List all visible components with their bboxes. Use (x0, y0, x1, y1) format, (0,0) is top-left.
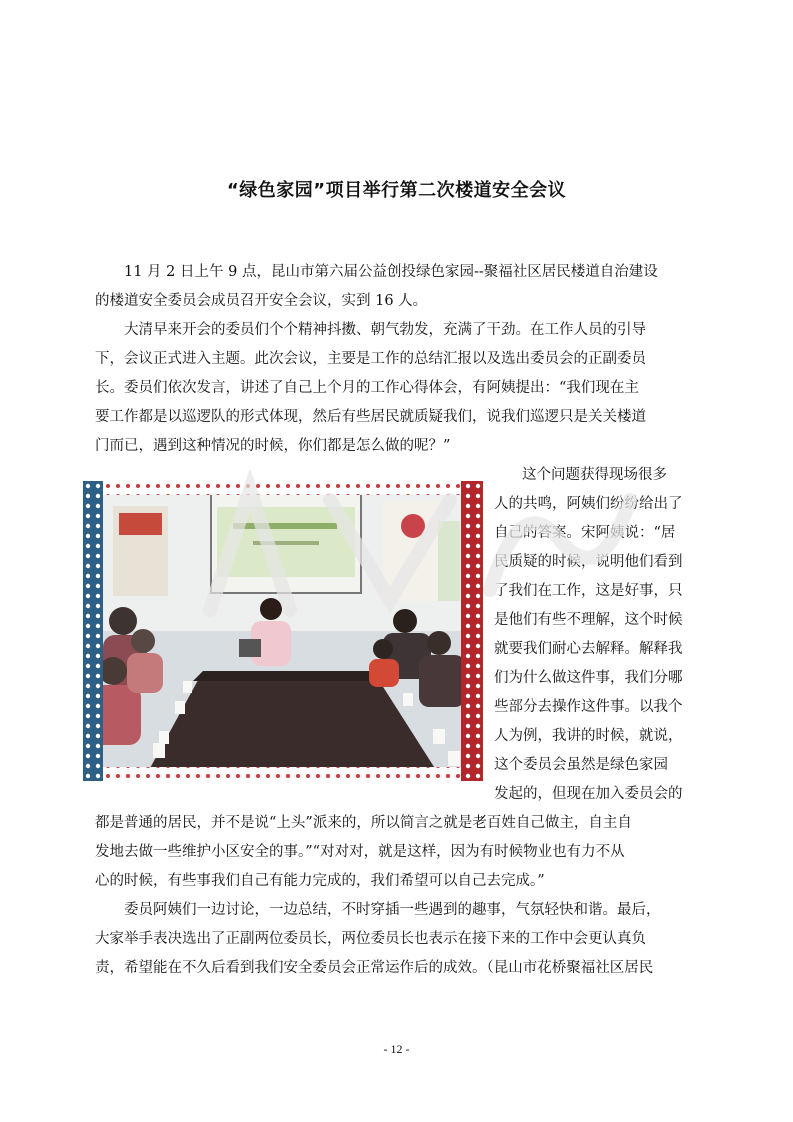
paragraph-line: 心的时候，有些事我们自己有能力完成的，我们希望可以自己去完成。” (95, 873, 545, 889)
paragraph-line: 大清早来开会的委员们个个精神抖擞、朝气勃发，充满了干劲。在工作人员的引导 (124, 322, 646, 338)
paragraph-line: 的楼道安全委员会成员召开安全会议，实到 16 人。 (95, 293, 428, 309)
paragraph-line: 11 月 2 日上午 9 点，昆山市第六届公益创投绿色家园--聚福社区居民楼道自治建设 (124, 264, 658, 280)
meeting-photo-illustration (83, 481, 483, 781)
paragraph-line: 都是普通的居民，并不是说“上头”派来的，所以简言之就是老百姓自己做主，自主自 (95, 815, 632, 831)
paragraph-line: 发起的，但现在加入委员会的 (494, 786, 683, 802)
paragraph-line: 大家举手表决选出了正副两位委员长，两位委员长也表示在接下来的工作中会更认真负 (95, 931, 646, 947)
paragraph-line: 委员阿姨们一边讨论，一边总结，不时穿插一些遇到的趣事，气氛轻快和谐。最后， (124, 902, 661, 918)
paragraph-line: 们为什么做这件事，我们分哪 (494, 670, 683, 686)
paragraph-line: 长。委员们依次发言，讲述了自己上个月的工作心得体会，有阿姨提出：“我们现在主 (95, 380, 639, 396)
meeting-photo (83, 481, 483, 781)
paragraph-line: 要工作都是以巡逻队的形式体现，然后有些居民就质疑我们，说我们巡逻只是关关楼道 (95, 409, 646, 425)
paragraph-line: 下，会议正式进入主题。此次会议，主要是工作的总结汇报以及选出委员会的正副委员 (95, 351, 646, 367)
paragraph-line: 是他们有些不理解，这个时候 (494, 612, 683, 628)
paragraph-line: 民质疑的时候，说明他们看到 (494, 554, 683, 570)
paragraph-line: 人的共鸣，阿姨们纷纷给出了 (494, 496, 683, 512)
paragraph-line: 人为例，我讲的时候，就说， (494, 728, 683, 744)
paragraph-line: 这个问题获得现场很多 (522, 467, 667, 483)
paragraph-line: 责，希望能在不久后看到我们安全委员会正常运作后的成效。（昆山市花桥聚福社区居民 (95, 960, 654, 976)
article-title: “绿色家园”项目举行第二次楼道安全会议 (226, 180, 567, 201)
paragraph-line: 了我们在工作，这是好事，只 (494, 583, 683, 599)
paragraph-line: 发地去做一些维护小区安全的事。”“对对对，就是这样，因为有时候物业也有力不从 (95, 844, 625, 860)
page-number: - 12 - (383, 1042, 410, 1056)
paragraph-line: 门而已，遇到这种情况的时候，你们都是怎么做的呢？” (95, 438, 451, 454)
paragraph-line: 这个委员会虽然是绿色家园 (494, 757, 668, 773)
paragraph-line: 些部分去操作这件事。以我个 (494, 699, 683, 715)
paragraph-line: 自己的答案。宋阿姨说：“居 (494, 525, 676, 541)
paragraph-line: 就要我们耐心去解释。解释我 (494, 641, 683, 657)
